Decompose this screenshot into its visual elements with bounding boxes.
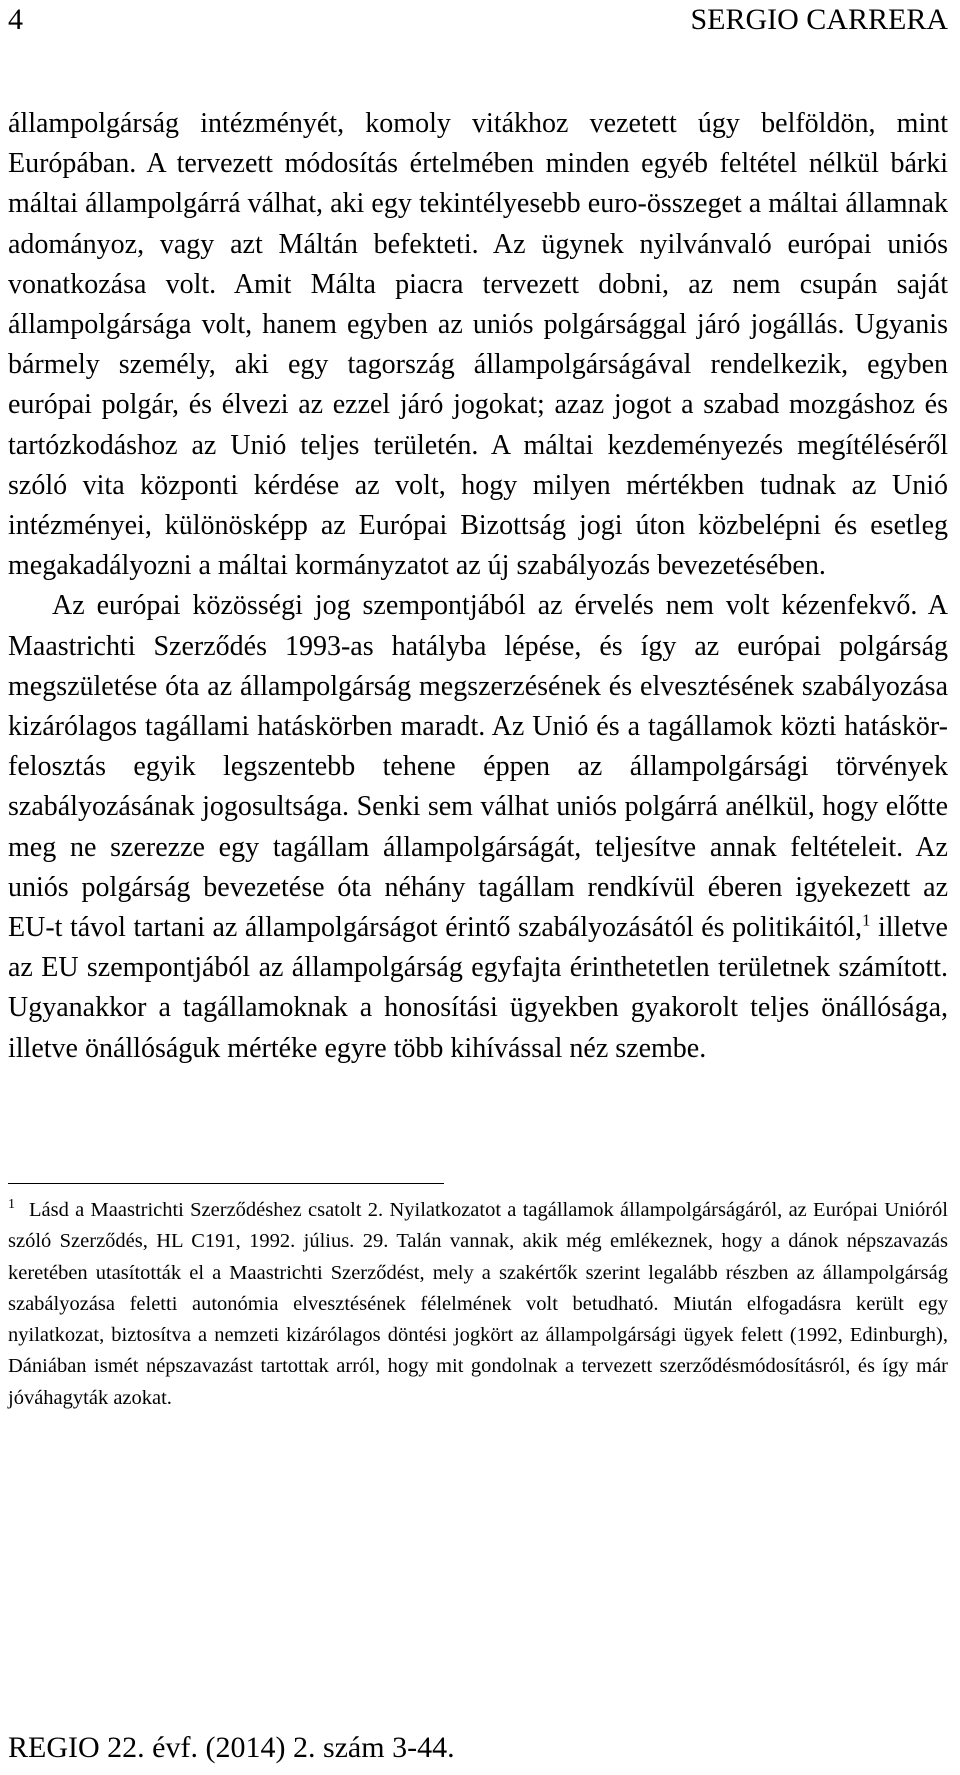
footnotes bbox=[8, 1195, 948, 1414]
footnote-separator bbox=[8, 1183, 444, 1184]
page-header bbox=[8, 0, 948, 40]
footnote-marker: 1 bbox=[8, 1197, 15, 1213]
journal-citation: REGIO 22. évf. (2014) 2. szám 3-44. bbox=[8, 1731, 455, 1764]
page-footer bbox=[8, 1728, 455, 1768]
paragraph-text: illetve az EU szempontjából az állampolgárság egyfajta érinthetetlen területnek számított. Ugyanakkor a tagállamoknak a honosítási ügyekben gyakorolt teljes önállósága, illetve önállóságuk mértéke egyre több kihívással néz szembe. bbox=[8, 912, 948, 1064]
main-text bbox=[8, 104, 948, 1069]
document-page bbox=[8, 0, 952, 1775]
footnote-text: Lásd a Maastrichti Szerződéshez csatolt 2. Nyilatkozatot a tagállamok állampolgárságáról, az Európai Unióról szóló Szerződés, HL C191, 1992. július. 29. Talán vannak, akik még emlékeznek, hogy a dánok népszavazás keretében utasították el a Maastrichti Szerződést, mely a szakértők szerint legalább részben az állampolgárság szabályozása feletti autonómia elvesztésének félelmének volt betudható. Miután elfogadásra került egy nyilatkozat, biztosítva a nemzeti kizárólagos döntési jogkört az állampolgársági ügyek felett (1992, Edinburgh), Dániában ismét népszavazást tartottak arról, hogy mit gondolnak a tervezett szerződésmódosításról, és így már jóváhagyták azokat. bbox=[8, 1199, 948, 1409]
body-paragraph-2 bbox=[8, 586, 948, 1068]
body-paragraph-1: állampolgárság intézményét, komoly vitákhoz vezetett úgy belföldön, mint Európában. A tervezett módosítás értelmében minden egyéb feltétel nélkül bárki máltai állampolgárrá válhat, aki egy tekintélyesebb euro-összeget a máltai államnak adományoz, vagy azt Máltán befekteti. Az ügynek nyilvánvaló európai uniós vonatkozása volt. Amit Málta piacra tervezett dobni, az nem csupán saját állampolgársága volt, hanem egyben az uniós polgársággal járó jogállás. Ugyanis bármely személy, aki egy tagország állampolgárságával rendelkezik, egyben európai polgár, és élvezi az ezzel járó jogokat; azaz jogot a szabad mozgáshoz és tartózkodáshoz az Unió teljes területén. A máltai kezdeményezés megítéléséről szóló vita központi kérdése az volt, hogy milyen mértékben tudnak az Unió intézményei, különösképp az Európai Bizottság jogi úton közbelépni és esetleg megakadályozni a máltai kormányzatot az új szabályozás bevezetésében. bbox=[8, 108, 948, 582]
page-number: 4 bbox=[8, 3, 23, 36]
running-head-author: SERGIO CARRERA bbox=[690, 3, 948, 36]
footnote-ref[interactable]: 1 bbox=[861, 910, 871, 930]
footnote-1 bbox=[8, 1195, 948, 1414]
paragraph-text: Az európai közösségi jog szempontjából az érvelés nem volt kézenfekvő. A Maastrichti Szerződés 1993-as hatályba lépése, és így az európai polgárság megszületése óta az állampolgárság megszerzésének és elvesztésének szabályozása kizárólagos tagállami hatáskörben maradt. Az Unió és a tagállamok közti hatáskör-felosztás egyik legszentebb tehene éppen az állampolgársági törvények szabályozásának jogosultsága. Senki sem válhat uniós polgárrá anélkül, hogy előtte meg ne szerezze egy tagállam állampolgárságát, teljesítve annak feltételeit. Az uniós polgárság bevezetése óta néhány tagállam rendkívül éberen igyekezett az EU-t távol tartani az állampolgárságot érintő szabályozásától és politikáitól, bbox=[8, 590, 948, 944]
